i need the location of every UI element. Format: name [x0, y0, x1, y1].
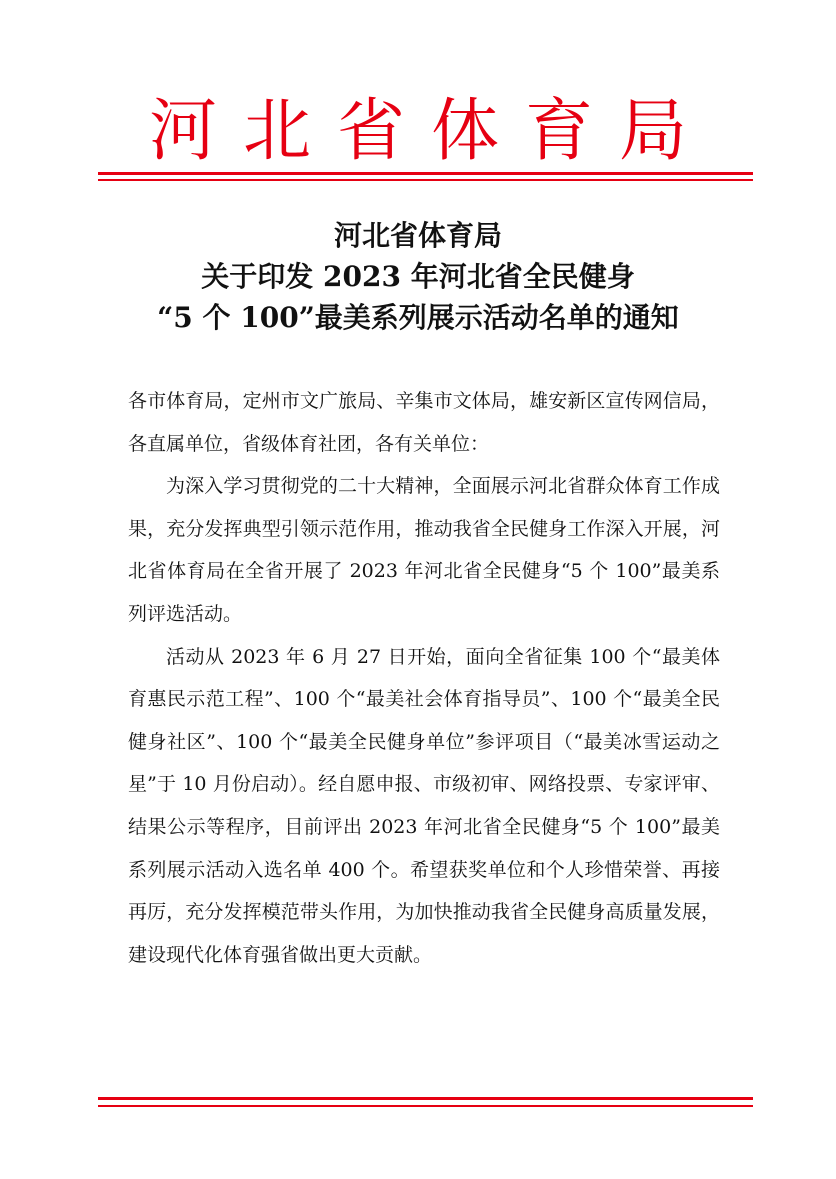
- title-line-1: 河北省体育局: [333, 219, 502, 252]
- letterhead-title: 河北省体育局: [148, 92, 713, 171]
- salutation: 各市体育局，定州市文广旅局、辛集市文体局，雄安新区宣传网信局，各直属单位，省级体育社团，各有关单位：: [128, 390, 720, 455]
- footer-rule-thin: [98, 1105, 753, 1107]
- body-paragraph-1: 为深入学习贯彻党的二十大精神，全面展示河北省群众体育工作成果，充分发挥典型引领示范作用，推动我省全民健身工作深入开展，河北省体育局在全省开展了 2023 年河北省全民健身“5 个 100”最美系列评选活动。: [128, 475, 720, 625]
- letterhead-rule-thick: [98, 172, 753, 175]
- document-body: [128, 380, 720, 976]
- letterhead-rule-thin: [98, 179, 753, 181]
- title-line-3: “5 个 100”最美系列展示活动名单的通知: [157, 301, 679, 334]
- body-paragraph-2: 活动从 2023 年 6 月 27 日开始，面向全省征集 100 个“最美体育惠民示范工程”、100 个“最美社会体育指导员”、100 个“最美全民健身社区”、100 个“最美全民健身单位”参评项目（“最美冰雪运动之星”于 10 月份启动）。经自愿申报、市级初审、网络投票、专家评审、结果公示等程序，目前评出 2023 年河北省全民健身“5 个 100”最美系列展示活动入选名单 400 个。希望获奖单位和个人珍惜荣誉、再接再厉，充分发挥模范带头作用，为加快推动我省全民健身高质量发展，建设现代化体育强省做出更大贡献。: [128, 645, 720, 966]
- document-title: [0, 215, 836, 338]
- title-line-2: 关于印发 2023 年河北省全民健身: [201, 260, 635, 293]
- footer-rule-thick: [98, 1097, 753, 1100]
